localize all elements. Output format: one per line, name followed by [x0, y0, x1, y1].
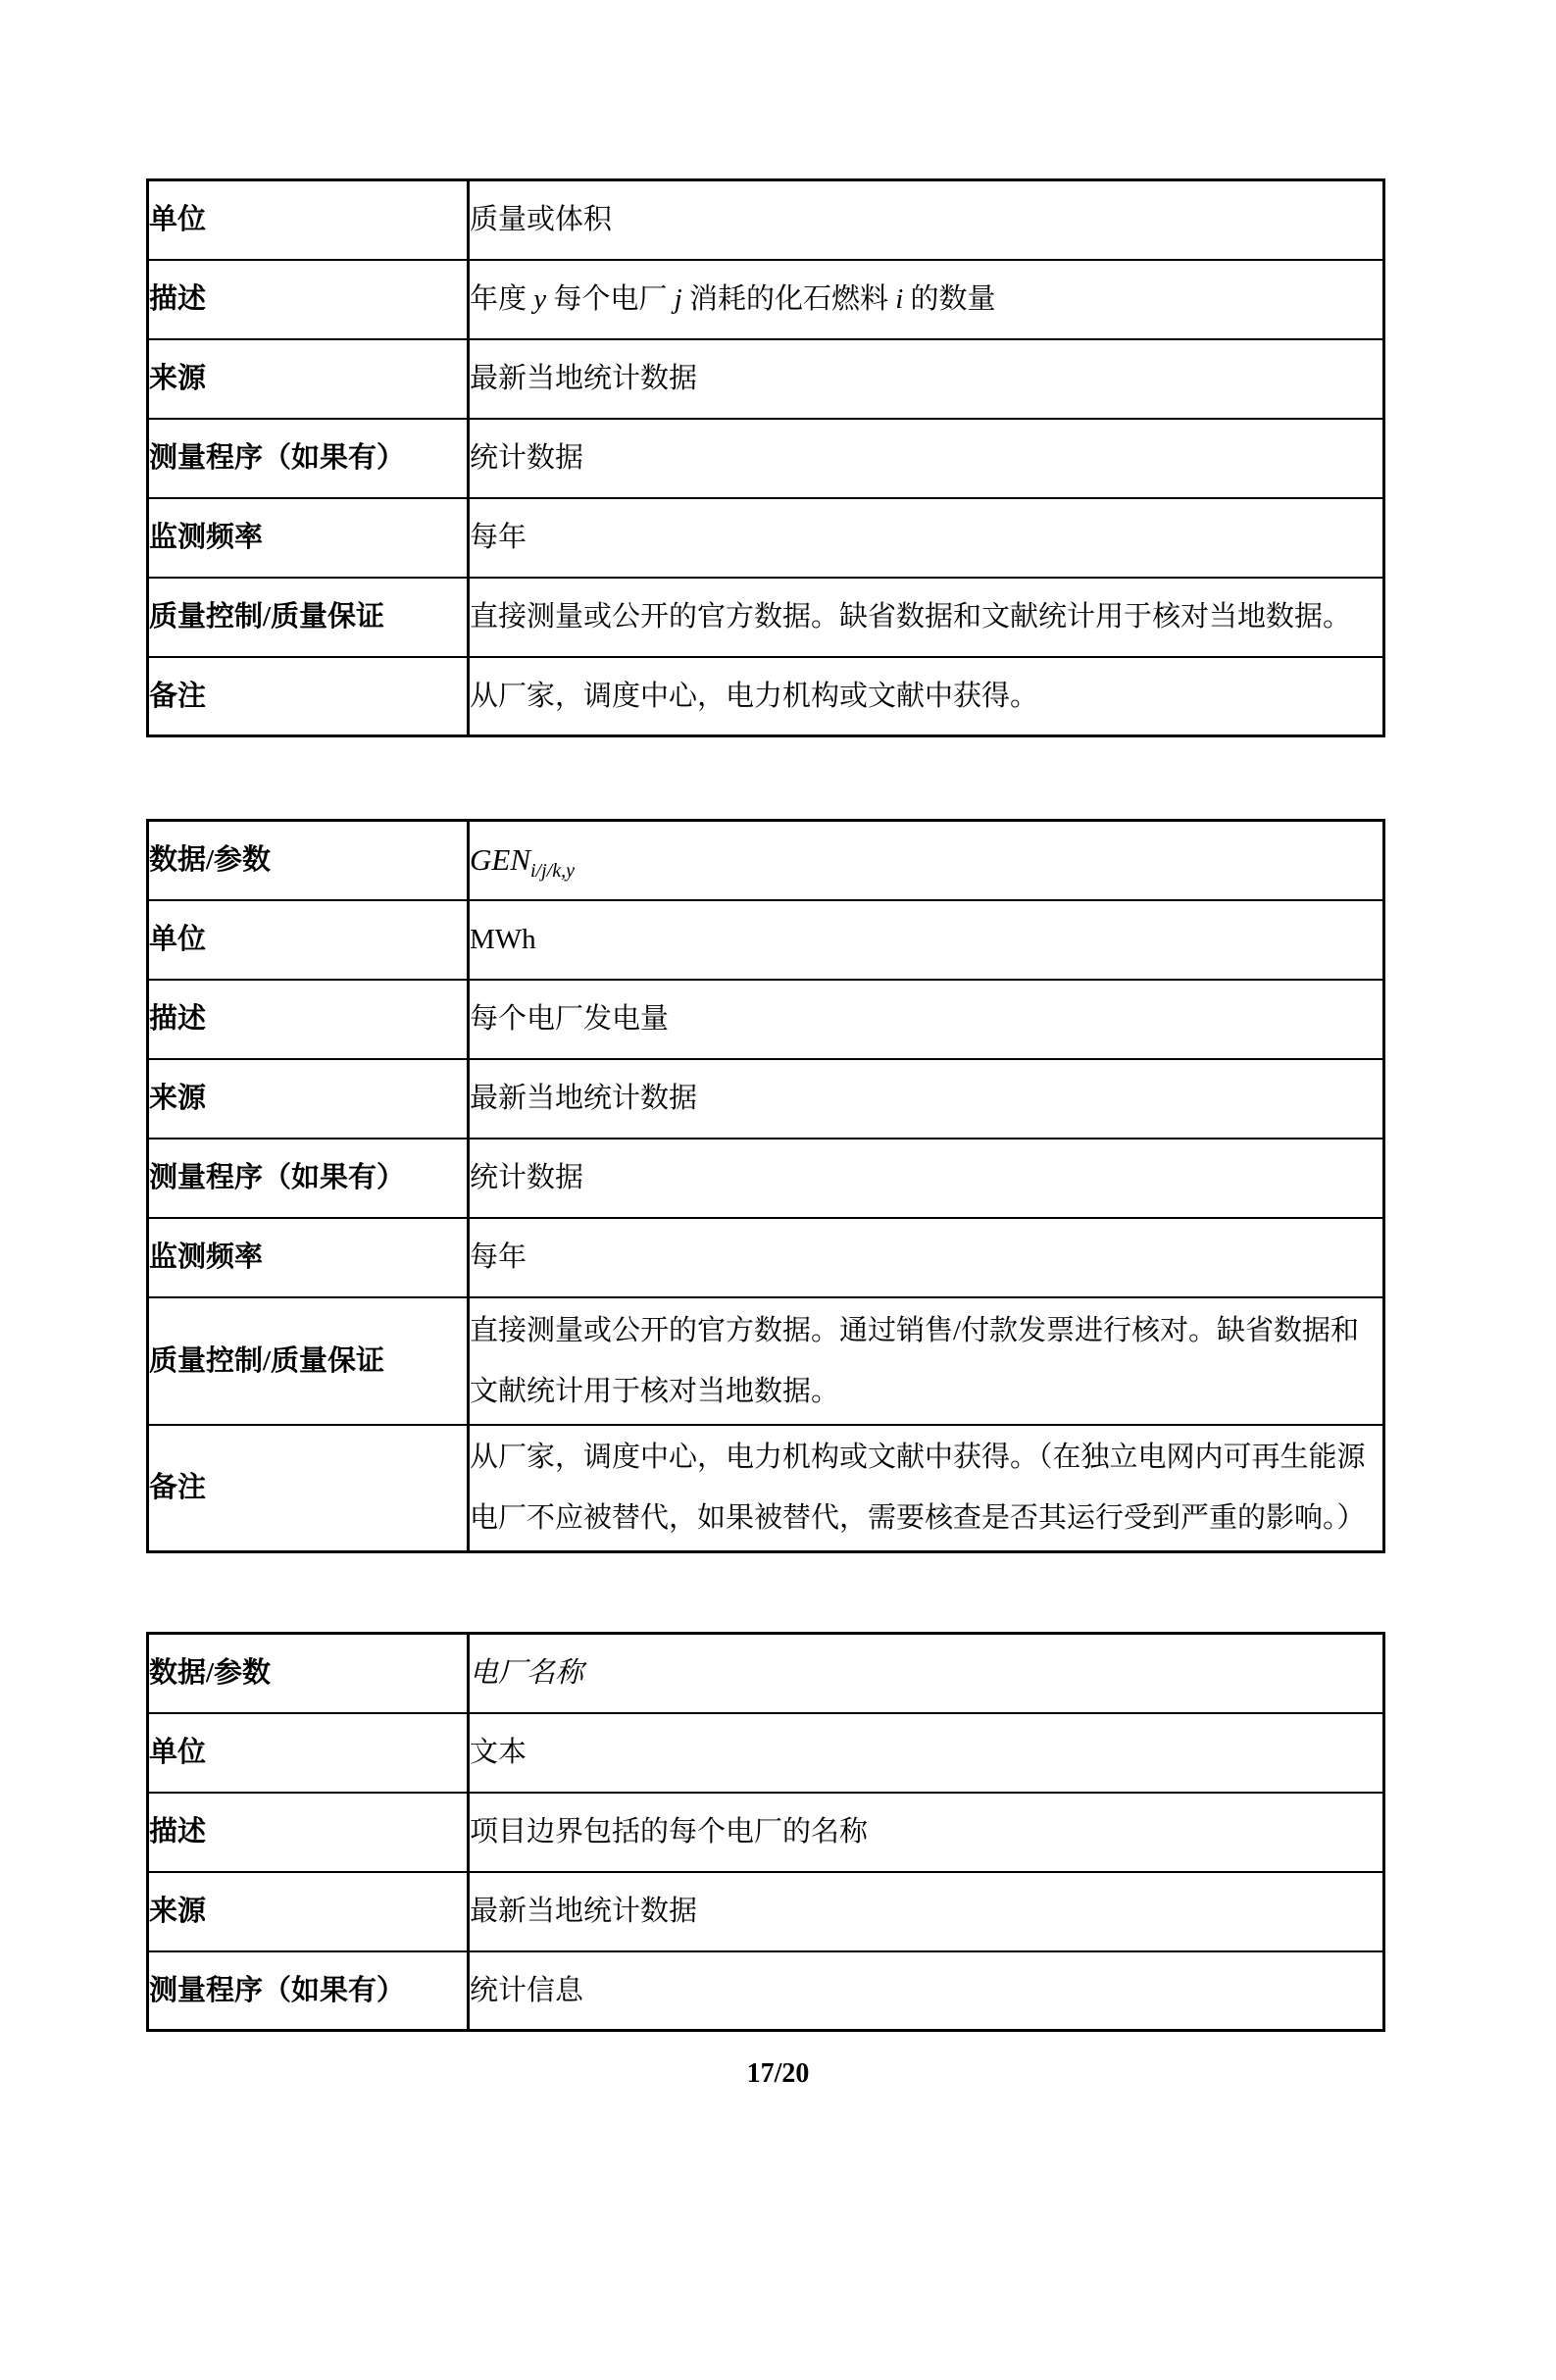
variable-j: j	[674, 283, 682, 315]
table-row	[148, 657, 1384, 736]
table-row	[148, 1872, 1384, 1951]
parameter-subscript: i/j/k,y	[530, 859, 575, 882]
field-label-remarks: 备注	[148, 657, 469, 736]
page-number: 17/20	[746, 2058, 810, 2089]
field-value-measurement-procedure: 统计信息	[469, 1951, 1384, 2031]
field-label-unit: 单位	[148, 180, 469, 260]
parameter-table-fuel-quantity	[146, 178, 1385, 737]
table-row	[148, 498, 1384, 578]
field-value-measurement-procedure: 统计数据	[469, 419, 1384, 498]
table-row	[148, 578, 1384, 657]
table-row	[148, 1793, 1384, 1872]
table-row	[148, 1139, 1384, 1218]
field-value-qa-qc: 直接测量或公开的官方数据。通过销售/付款发票进行核对。缺省数据和文献统计用于核对当地数据。	[469, 1297, 1384, 1425]
field-label-description: 描述	[148, 260, 469, 339]
table-row	[148, 419, 1384, 498]
variable-i: i	[895, 283, 904, 315]
field-value-unit: 质量或体积	[469, 180, 1384, 260]
field-value-monitoring-frequency: 每年	[469, 498, 1384, 578]
field-label-data-parameter: 数据/参数	[148, 821, 469, 900]
table-row	[148, 339, 1384, 419]
field-label-source: 来源	[148, 1872, 469, 1951]
table-row	[148, 821, 1384, 900]
text-segment: 的数量	[903, 283, 996, 315]
text-segment: 消耗的化石燃料	[681, 283, 896, 315]
table-row	[148, 1713, 1384, 1793]
field-value-monitoring-frequency: 每年	[469, 1218, 1384, 1297]
field-label-measurement-procedure: 测量程序（如果有）	[148, 1139, 469, 1218]
text-segment: 年度	[470, 283, 534, 315]
table-row	[148, 1951, 1384, 2031]
field-value-remarks: 从厂家，调度中心，电力机构或文献中获得。	[469, 657, 1384, 736]
field-value-source: 最新当地统计数据	[469, 1872, 1384, 1951]
field-label-monitoring-frequency: 监测频率	[148, 1218, 469, 1297]
parameter-table-generation	[146, 819, 1385, 1553]
field-value-measurement-procedure: 统计数据	[469, 1139, 1384, 1218]
table-row	[148, 900, 1384, 980]
document-page	[0, 178, 1556, 2380]
field-value-description: 项目边界包括的每个电厂的名称	[469, 1793, 1384, 1872]
table-row	[148, 1059, 1384, 1139]
variable-y: y	[533, 283, 547, 315]
field-value-data-parameter: 电厂名称	[469, 1634, 1384, 1713]
table-row	[148, 1634, 1384, 1713]
field-value-remarks: 从厂家，调度中心，电力机构或文献中获得。（在独立电网内可再生能源电厂不应被替代，如果被替代，需要核查是否其运行受到严重的影响。）	[469, 1425, 1384, 1552]
field-label-unit: 单位	[148, 900, 469, 980]
field-label-measurement-procedure: 测量程序（如果有）	[148, 419, 469, 498]
field-label-measurement-procedure: 测量程序（如果有）	[148, 1951, 469, 2031]
field-value-data-parameter	[469, 821, 1384, 900]
field-label-monitoring-frequency: 监测频率	[148, 498, 469, 578]
table-row	[148, 1218, 1384, 1297]
field-label-qa-qc: 质量控制/质量保证	[148, 1297, 469, 1425]
field-value-description: 每个电厂发电量	[469, 980, 1384, 1059]
field-value-qa-qc: 直接测量或公开的官方数据。缺省数据和文献统计用于核对当地数据。	[469, 578, 1384, 657]
field-value-description	[469, 260, 1384, 339]
table-row	[148, 180, 1384, 260]
table-row	[148, 260, 1384, 339]
parameter-symbol: GEN	[470, 841, 530, 877]
text-segment: 每个电厂	[546, 283, 675, 315]
field-label-unit: 单位	[148, 1713, 469, 1793]
field-value-unit: MWh	[469, 900, 1384, 980]
field-label-description: 描述	[148, 980, 469, 1059]
field-label-description: 描述	[148, 1793, 469, 1872]
field-value-source: 最新当地统计数据	[469, 339, 1384, 419]
field-label-source: 来源	[148, 339, 469, 419]
field-value-source: 最新当地统计数据	[469, 1059, 1384, 1139]
field-label-data-parameter: 数据/参数	[148, 1634, 469, 1713]
parameter-table-plant-name	[146, 1632, 1385, 2032]
field-label-source: 来源	[148, 1059, 469, 1139]
field-label-qa-qc: 质量控制/质量保证	[148, 578, 469, 657]
table-row	[148, 1425, 1384, 1552]
field-value-unit: 文本	[469, 1713, 1384, 1793]
field-label-remarks: 备注	[148, 1425, 469, 1552]
table-row	[148, 1297, 1384, 1425]
table-row	[148, 980, 1384, 1059]
